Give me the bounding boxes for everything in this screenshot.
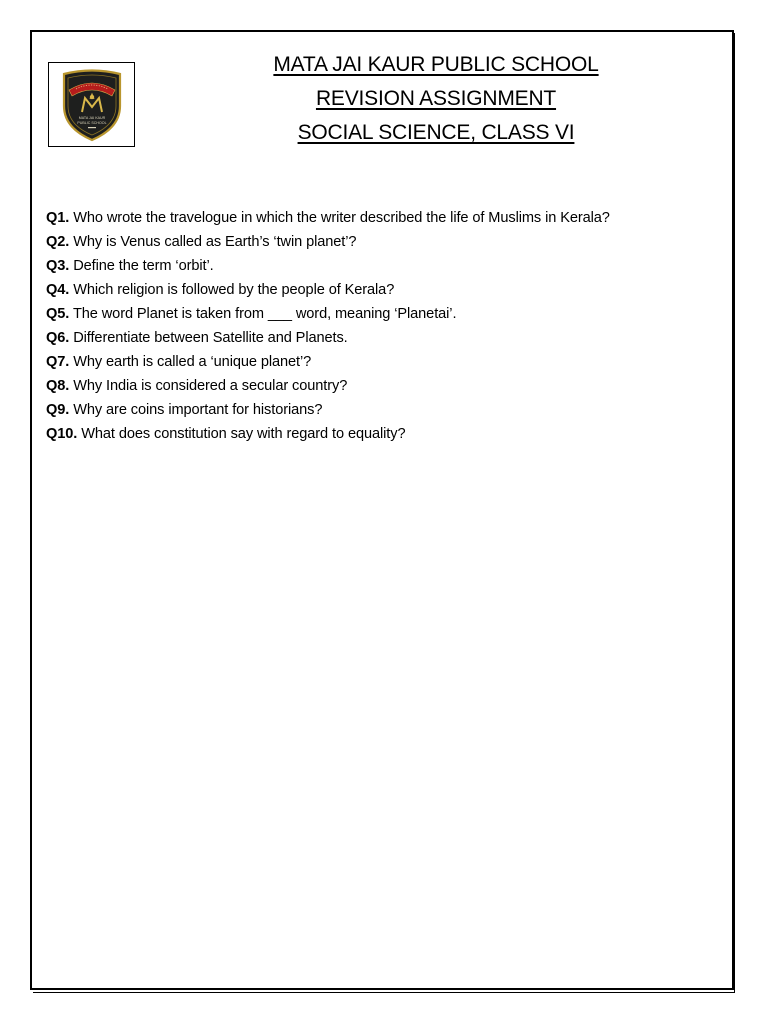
question-number: Q9. [46,402,70,418]
question-text: Define the term ‘orbit’. [73,258,214,274]
subject-class-heading: SOCIAL SCIENCE, CLASS VI [297,121,575,144]
question-text: The word Planet is taken from ___ word, meaning ‘Planetai’. [72,306,457,322]
question-number: Q8. [46,378,70,394]
question-item [46,206,726,230]
question-number: Q6. [46,330,70,346]
question-number: Q3. [46,258,70,274]
question-number: Q4. [46,282,70,298]
question-text: What does constitution say with regard to equality? [81,426,406,442]
question-text: Differentiate between Satellite and Planets. [73,330,348,346]
question-number: Q5. [46,306,70,322]
question-item [46,326,726,350]
question-text: Why are coins important for historians? [73,402,323,418]
document-title [200,48,672,150]
question-text: Which religion is followed by the people of Kerala? [73,282,395,298]
school-logo-frame [48,62,135,147]
question-item [46,302,726,326]
question-item [46,278,726,302]
question-item [46,254,726,278]
question-text: Who wrote the travelogue in which the writer described the life of Muslims in Kerala? [73,210,610,226]
svg-text:PUBLIC SCHOOL: PUBLIC SCHOOL [76,120,107,125]
school-crest-icon [60,68,124,142]
question-item [46,398,726,422]
question-text: Why India is considered a secular country? [73,378,348,394]
question-item [46,374,726,398]
question-number: Q1. [46,210,70,226]
question-item [46,350,726,374]
assignment-heading: REVISION ASSIGNMENT [315,87,557,110]
question-text: Why is Venus called as Earth’s ‘twin planet’? [73,234,357,250]
crest-text [77,116,106,125]
page-border [30,30,734,990]
question-item [46,422,726,446]
question-number: Q10. [46,426,78,442]
question-list [46,206,726,446]
question-number: Q7. [46,354,70,370]
school-name-heading: MATA JAI KAUR PUBLIC SCHOOL [273,53,599,76]
question-number: Q2. [46,234,70,250]
question-item [46,230,726,254]
svg-text:MATA JAI KAUR: MATA JAI KAUR [78,115,105,120]
question-text: Why earth is called a ‘unique planet’? [73,354,312,370]
